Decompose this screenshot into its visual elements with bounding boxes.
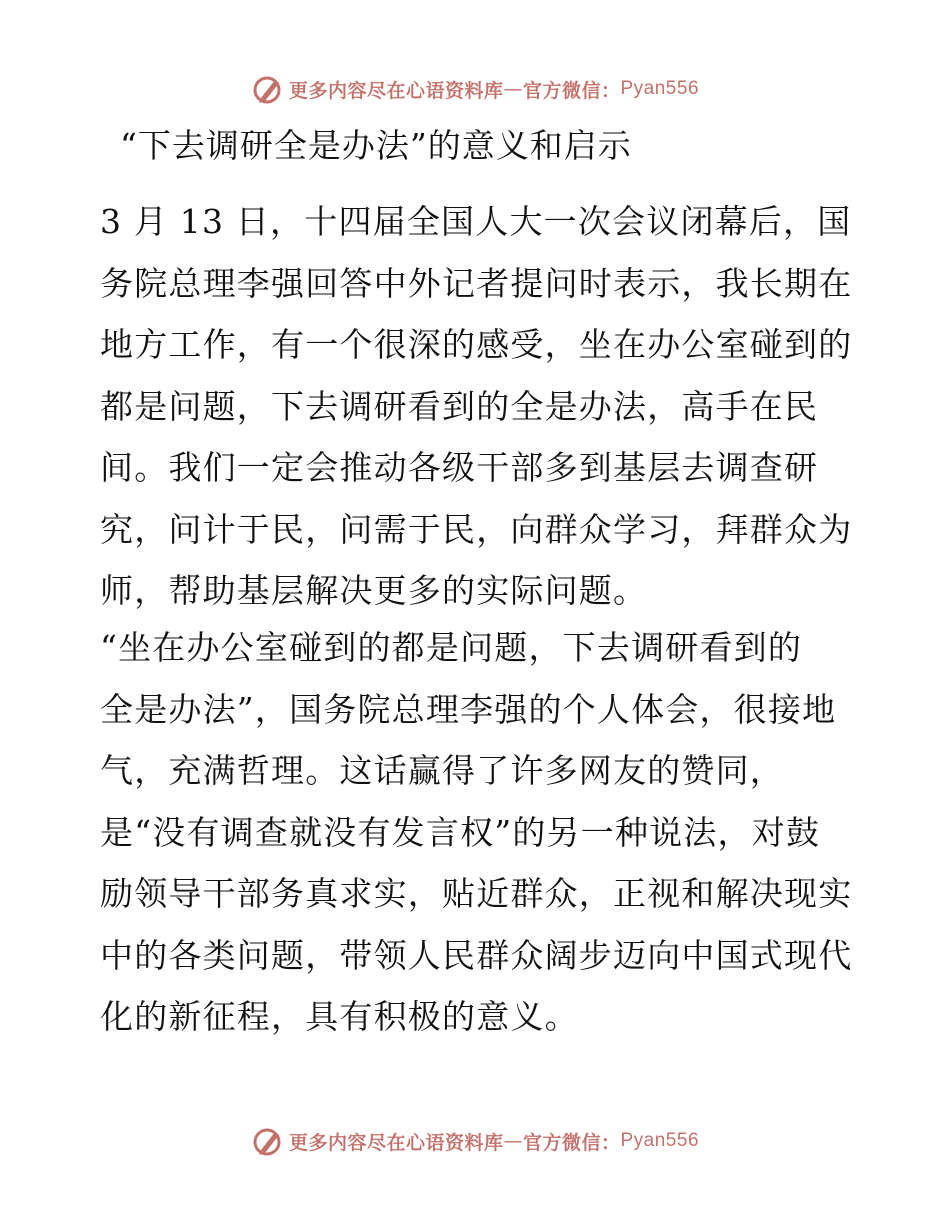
text-line: 气，充满哲理。这话赢得了许多网友的赞同， [100, 751, 784, 790]
paragraph-1 [100, 191, 853, 622]
watermark-wechat-id: Pyan556 [620, 1130, 700, 1151]
watermark-wechat-id: Pyan556 [620, 78, 700, 99]
text-line: 是“没有调查就没有发言权”的另一种说法，对鼓 [100, 812, 821, 852]
text-line: 化的新征程，具有积极的意义。 [100, 997, 579, 1036]
pen-logo-icon [251, 1124, 285, 1158]
watermark-wechat-label: 官方微信： [522, 1131, 621, 1154]
paragraph-2 [100, 617, 853, 1048]
text-line: 究，问计于民，问需于民，向群众学习，拜群众为 [100, 509, 853, 549]
pen-logo-icon [251, 72, 285, 106]
watermark-site-name: 更多内容尽在心语资料库 [288, 79, 504, 102]
text-line: 全是办法”，国务院总理李强的个人体会，很接地 [100, 689, 837, 729]
header-watermark [0, 72, 950, 106]
footer-watermark [0, 1124, 950, 1158]
document-title: “下去调研全是办法”的意义和启示 [120, 126, 632, 165]
text-line: 励领导干部务真求实，贴近群众，正视和解决现实 [100, 874, 853, 913]
text-line: “坐在办公室碰到的都是问题，下去调研看到的 [100, 628, 803, 667]
watermark-site-name: 更多内容尽在心语资料库 [288, 1131, 504, 1154]
text-line: 师，帮助基层解决更多的实际问题。 [100, 571, 648, 610]
text-line: 3 月 13 日，十四届全国人大一次会议闭幕后，国 [100, 202, 852, 241]
text-line: 地方工作，有一个很深的感受，坐在办公室碰到的 [100, 325, 853, 364]
text-line: 中的各类问题，带领人民群众阔步迈向中国式现代 [100, 935, 853, 975]
text-line: 都是问题，下去调研看到的全是办法，高手在民 [100, 386, 819, 426]
watermark-separator: — [503, 1130, 523, 1152]
watermark-separator: — [503, 78, 523, 100]
text-line: 间。我们一定会推动各级干部多到基层去调查研 [100, 448, 819, 487]
text-line: 务院总理李强回答中外记者提问时表示，我长期在 [100, 263, 853, 303]
watermark-wechat-label: 官方微信： [522, 79, 621, 102]
